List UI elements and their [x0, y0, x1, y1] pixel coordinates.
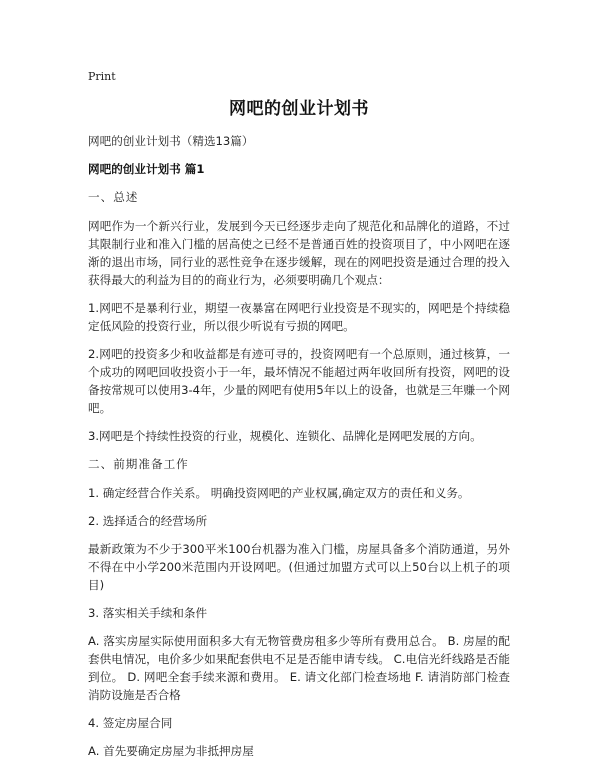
print-label[interactable]: Print	[88, 70, 116, 83]
list-item-3: 3. 落实相关手续和条件	[88, 606, 208, 620]
paragraph-point-3: 3.网吧是个持续性投资的行业，规模化、连锁化、品牌化是网吧发展的方向。	[88, 429, 482, 443]
list-item-4: 4. 签定房屋合同	[88, 716, 173, 730]
list-item-2: 2. 选择适合的经营场所	[88, 514, 208, 528]
paragraph-procedures: A. 落实房屋实际使用面积多大有无物管费房租多少等所有费用总合。 B. 房屋的配套供电情况，电价多少如果配套供电不足是否能申请专线。 C.电信光纤线路是否能到位。 D. 网吧全套手续来源和费用。 E. 请文化部门检查场地 F. 请消防部门检查消防设施是否合格	[88, 634, 510, 702]
paragraph-point-1: 1.网吧不是暴利行业，期望一夜暴富在网吧行业投资是不现实的，网吧是个持续稳定低风险的投资行业，所以很少听说有亏损的网吧。	[88, 301, 510, 333]
part-heading: 网吧的创业计划书 篇1	[88, 162, 205, 176]
list-item-1: 1. 确定经营合作关系。 明确投资网吧的产业权属,确定双方的责任和义务。	[88, 486, 470, 500]
paragraph-intro: 网吧作为一个新兴行业，发展到今天已经逐步走向了规范化和品牌化的道路，不过其限制行业和准入门槛的居高使之已经不是普通百姓的投资项目了，中小网吧在逐渐的退出市场，同行业的恶性竞争在逐步缓解，现在的网吧投资是通过合理的投入获得最大的利益为目的的商业行为，必须要明确几个观点：	[88, 219, 510, 287]
section-heading-preparation: 二、前期准备工作	[88, 457, 189, 471]
document-subtitle: 网吧的创业计划书（精选13篇）	[88, 134, 254, 148]
paragraph-contract: A. 首先要确定房屋为非抵押房屋	[88, 744, 254, 758]
section-heading-overview: 一、总述	[88, 190, 139, 204]
document-body	[88, 94, 510, 770]
paragraph-policy: 最新政策为不少于300平米100台机器为准入门槛，房屋具备多个消防通道，另外不得在中小学200米范围内开设网吧。(但通过加盟方式可以上50台以上机子的项目)	[88, 542, 510, 592]
paragraph-point-2: 2.网吧的投资多少和收益都是有迹可寻的，投资网吧有一个总原则，通过核算，一个成功的网吧回收投资小于一年，最坏情况不能超过两年收回所有投资，网吧的设备按常规可以使用3-4年，少量的网吧有使用5年以上的设备，也就是三年赚一个网吧。	[88, 347, 510, 415]
document-title: 网吧的创业计划书	[229, 99, 369, 119]
